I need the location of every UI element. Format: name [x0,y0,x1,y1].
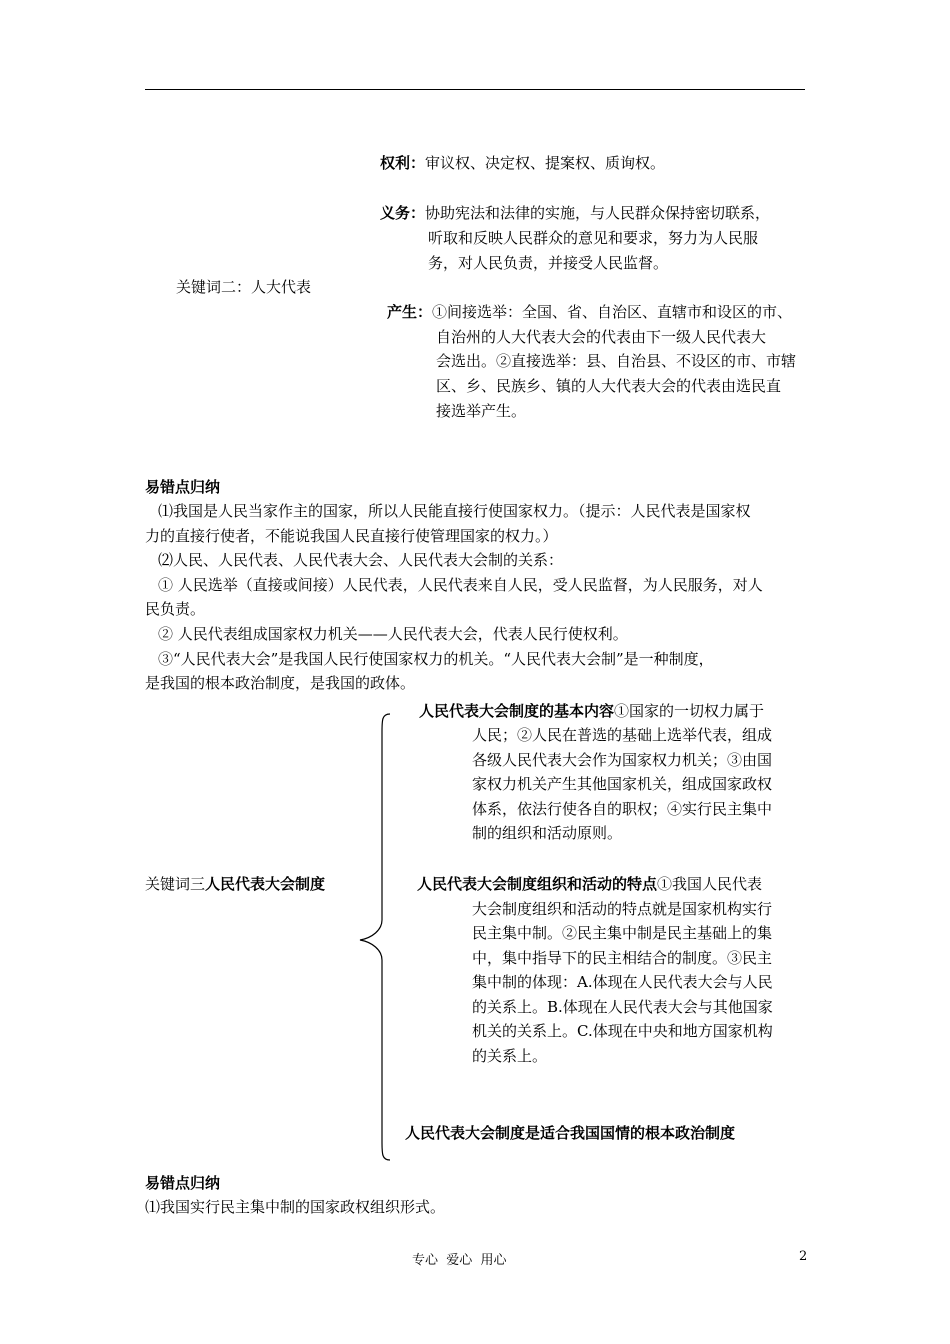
features-line: 民主集中制。②民主集中制是民主基础上的集 [472,924,773,942]
content-line: 人民；②人民在普选的基础上选举代表，组成 [472,726,773,744]
keyword-3-prefix: 关键词三 [145,875,206,893]
error-line: 是我国的根本政治制度，是我国的政体。 [145,674,416,692]
errors-heading: 易错点归纳 [145,478,221,496]
curly-brace-icon [352,712,392,1162]
errors-heading-2: 易错点归纳 [145,1174,221,1192]
features-line: 的关系上。B.体现在人民代表大会与其他国家 [472,998,773,1016]
features-first-row [417,872,762,896]
features-line: 中，集中指导下的民主相结合的制度。③民主 [472,949,773,967]
error-line: 民负责。 [145,600,206,618]
origin-line: 接选举产生。 [436,402,527,420]
header-rule [145,89,805,90]
content-line: 各级人民代表大会作为国家权力机关；③由国 [472,751,773,769]
origin-line: ①间接选举：全国、省、自治区、直辖市和设区的市、 [432,303,793,321]
features-line: 的关系上。 [472,1047,548,1065]
keyword-3-bold: 人民代表大会制度 [205,875,326,893]
error-line: ① 人民选举（直接或间接）人民代表，人民代表来自人民，受人民监督，为人民服务，对人 [158,576,763,594]
page-number: 2 [799,1249,808,1264]
error-line: ③“人民代表大会”是我国人民行使国家权力的机关。“人民代表大会制”是一种制度， [158,650,714,668]
keyword-2: 关键词二：人大代表 [176,278,312,296]
features-line: 集中制的体现：A.体现在人民代表大会与人民 [472,973,773,991]
error-line-2: ⑴我国实行民主集中制的国家政权组织形式。 [145,1198,446,1216]
features-title: 人民代表大会制度组织和活动的特点 [417,875,658,893]
duties-line: 务，对人民负责，并接受人民监督。 [428,254,669,272]
features-line: 大会制度组织和活动的特点就是国家机构实行 [472,900,773,918]
rights-text: 审议权、决定权、提案权、质询权。 [425,154,666,172]
content-line: 制的组织和活动原则。 [472,824,623,842]
origin-line: 自治州的人大代表大会的代表由下一级人民代表大 [436,328,767,346]
duties-line: 听取和反映人民群众的意见和要求，努力为人民服 [428,229,759,247]
features-line: 机关的关系上。C.体现在中央和地方国家机构 [472,1022,773,1040]
content-first-row [419,699,764,723]
error-line: ⑴我国是人民当家作主的国家，所以人民能直接行使国家权力。（提示：人民代表是国家权 [158,502,751,520]
origin-row [387,300,792,324]
duties-line: 协助宪法和法律的实施，与人民群众保持密切联系， [425,204,771,222]
duties-label: 义务： [380,204,426,222]
content-first: ①国家的一切权力属于 [614,702,765,720]
keyword-3 [145,872,325,896]
origin-line: 区、乡、民族乡、镇的人大代表大会的代表由选民直 [436,377,782,395]
rights-label: 权利： [380,154,426,172]
origin-label: 产生： [387,303,433,321]
origin-line: 会选出。②直接选举：县、自治县、不设区的市、市辖 [436,352,797,370]
error-line: 力的直接行使者，不能说我国人民直接行使管理国家的权力。） [145,527,558,545]
content-title: 人民代表大会制度的基本内容 [419,702,615,720]
content-line: 体系，依法行使各自的职权；④实行民主集中 [472,800,773,818]
conclusion: 人民代表大会制度是适合我国国情的根本政治制度 [405,1124,736,1142]
content-line: 家权力机关产生其他国家机关，组成国家政权 [472,775,773,793]
footer-motto: 专心 爱心 用心 [412,1253,507,1268]
features-first: ①我国人民代表 [657,875,763,893]
error-line: ⑵人民、人民代表、人民代表大会、人民代表大会制的关系： [158,551,564,569]
rights-row [380,151,665,175]
duties-row [380,201,770,225]
error-line: ② 人民代表组成国家权力机关——人民代表大会，代表人民行使权利。 [158,625,628,643]
